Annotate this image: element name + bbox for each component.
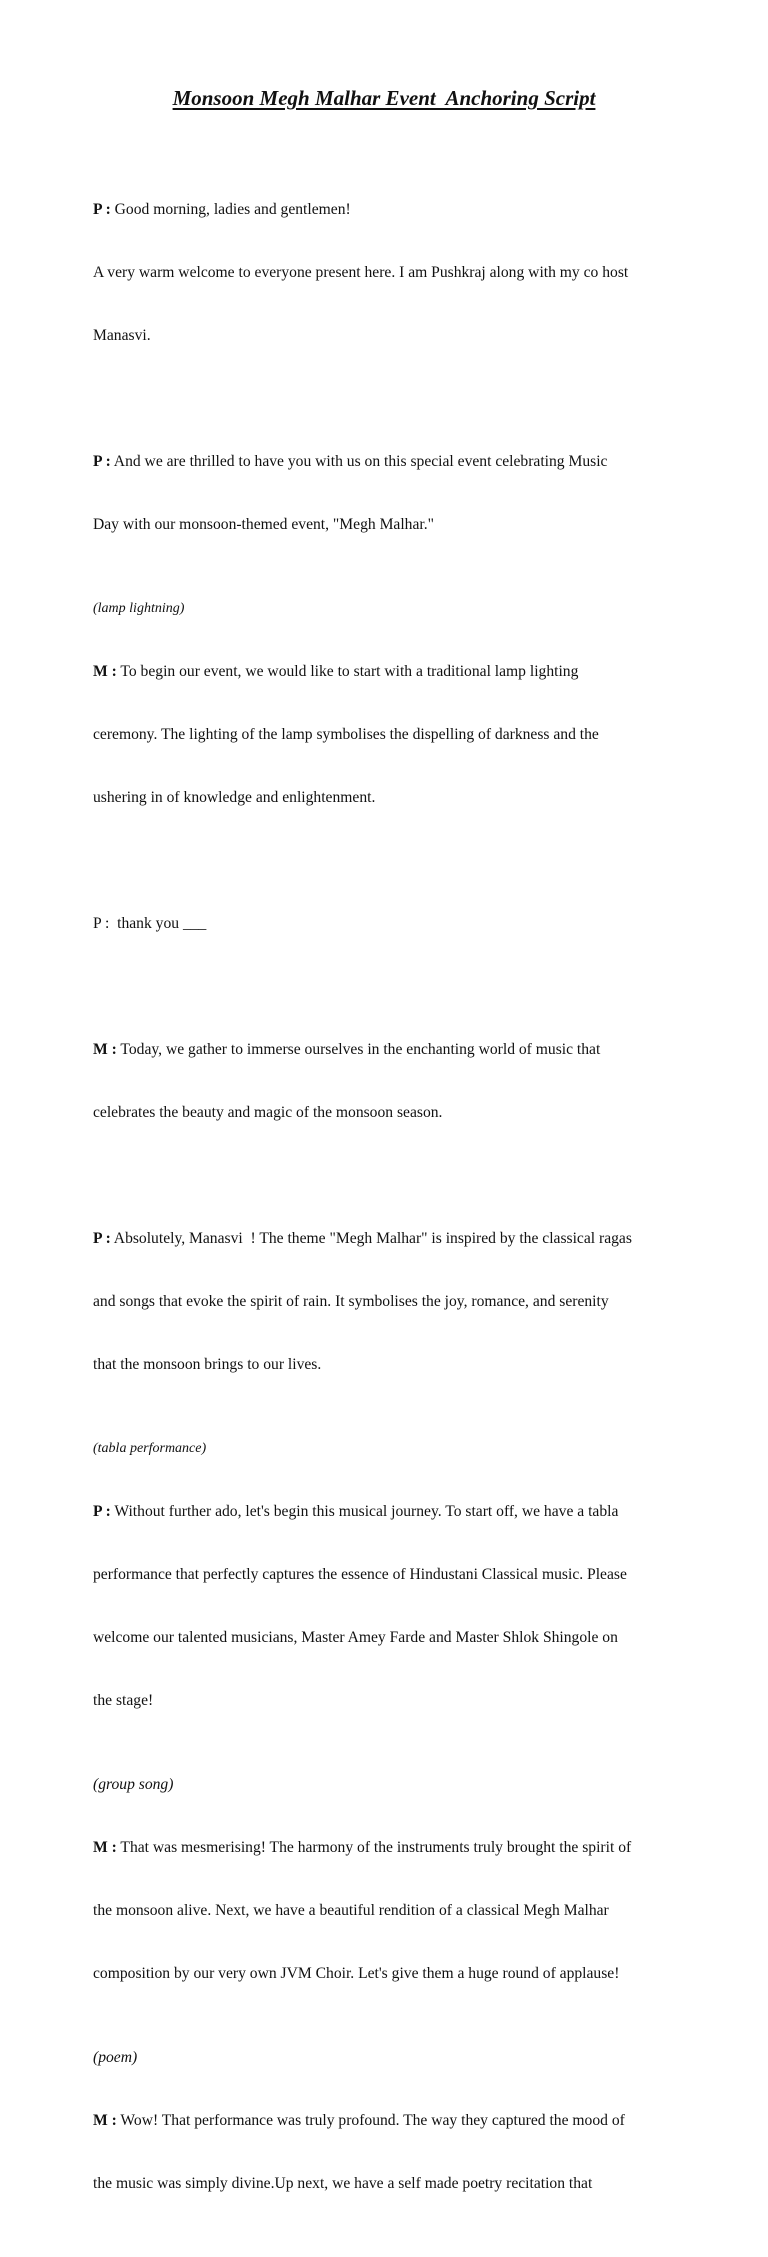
dialogue-line: Absolutely, Manasvi ! The theme "Megh Malhar" is inspired by the classical ragas [110, 1230, 632, 1247]
dialogue-block [93, 409, 683, 577]
dialogue-line: celebrates the beauty and magic of the monsoon season. [93, 1104, 443, 1121]
speaker-label: M : [93, 1041, 117, 1058]
speaker-label: M : [93, 2112, 117, 2129]
dialogue-line: P : thank you ___ [93, 915, 207, 932]
dialogue-line: Good morning, ladies and gentlemen! [110, 201, 351, 218]
dialogue-line: Without further ado, let's begin this musical journey. To start off, we have a tabla [110, 1503, 619, 1520]
dialogue-line: Today, we gather to immerse ourselves in the enchanting world of music that [116, 1041, 601, 1058]
speaker-label: P : [93, 453, 111, 470]
dialogue-block [93, 157, 683, 388]
speaker-label: P : [93, 201, 111, 218]
stage-cue: (group song) [93, 1776, 174, 1793]
dialogue-line: the music was simply divine.Up next, we have a self made poetry recitation that [93, 2175, 593, 2192]
dialogue-line: performance that perfectly captures the essence of Hindustani Classical music. Please [93, 1566, 627, 1583]
speaker-label: P : [93, 1503, 111, 1520]
dialogue-line: ushering in of knowledge and enlightenment. [93, 789, 376, 806]
dialogue-line: ceremony. The lighting of the lamp symbolises the dispelling of darkness and the [93, 726, 599, 743]
dialogue-line: the stage! [93, 1692, 154, 1709]
dialogue-line: and songs that evoke the spirit of rain. It symbolises the joy, romance, and serenity [93, 1293, 609, 1310]
stage-cue: (poem) [93, 2049, 138, 2066]
speaker-label: M : [93, 1839, 117, 1856]
dialogue-line: Wow! That performance was truly profound. The way they captured the mood of [116, 2112, 625, 2129]
dialogue-block [93, 1459, 683, 1753]
dialogue-line: composition by our very own JVM Choir. Let's give them a huge round of applause! [93, 1965, 620, 1982]
dialogue-line: welcome our talented musicians, Master Amey Farde and Master Shlok Shingole on [93, 1629, 618, 1646]
speaker-label: P : [93, 1230, 111, 1247]
dialogue-line: A very warm welcome to everyone present here. I am Pushkraj along with my co host [93, 264, 629, 281]
page-title: Monsoon Megh Malhar Event Anchoring Script [172, 86, 596, 110]
dialogue-block [93, 2068, 683, 2236]
dialogue-line: And we are thrilled to have you with us on this special event celebrating Music [110, 453, 608, 470]
stage-cue: (tabla performance) [93, 1441, 207, 1456]
dialogue-line: that the monsoon brings to our lives. [93, 1356, 322, 1373]
stage-cue: (lamp lightning) [93, 601, 185, 616]
dialogue-line: That was mesmerising! The harmony of the instruments truly brought the spirit of [116, 1839, 632, 1856]
dialogue-line: Manasvi. [93, 327, 151, 344]
speaker-label: M : [93, 663, 117, 680]
dialogue-line: To begin our event, we would like to start with a traditional lamp lighting [116, 663, 579, 680]
dialogue-line: the monsoon alive. Next, we have a beautiful rendition of a classical Megh Malhar [93, 1902, 609, 1919]
dialogue-block [93, 871, 683, 976]
dialogue-line: Day with our monsoon-themed event, "Megh Malhar." [93, 516, 434, 533]
dialogue-block [93, 997, 683, 1165]
dialogue-block [93, 1186, 683, 1417]
dialogue-block [93, 619, 683, 850]
dialogue-block [93, 1795, 683, 2026]
script-body [93, 157, 683, 2257]
